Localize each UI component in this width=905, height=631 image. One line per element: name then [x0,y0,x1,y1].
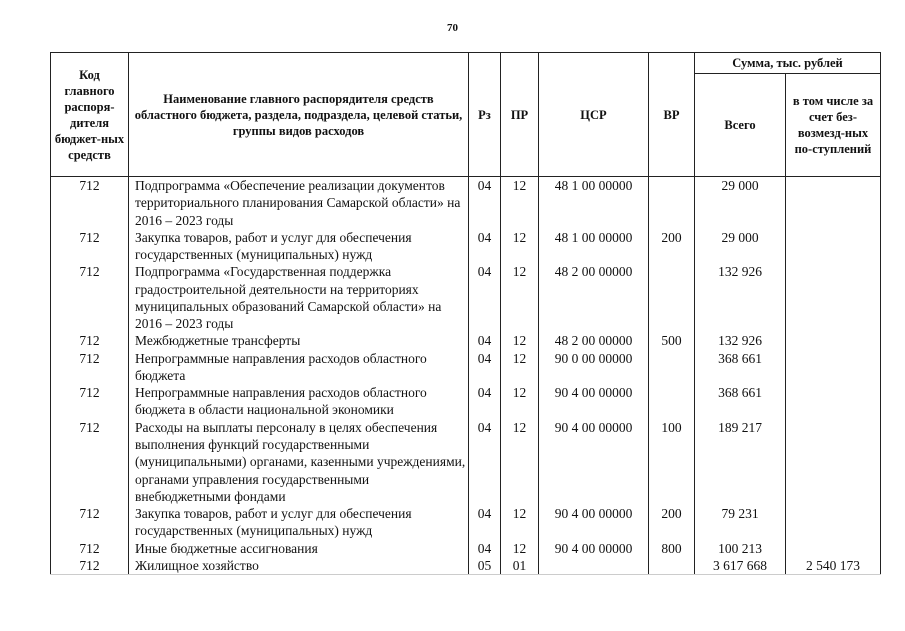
row-name: Подпрограмма «Обеспечение реализации документов территориального планирования Самарской области» на 2016 – 2023 годы [129,177,469,229]
row-name: Закупка товаров, работ и услуг для обеспечения государственных (муниципальных) нужд [129,505,469,540]
row-incl [786,263,881,332]
row-incl [786,384,881,419]
row-vr: 500 [649,332,695,349]
row-total: 29 000 [695,229,786,264]
row-total: 3 617 668 [695,557,786,575]
row-csr: 48 2 00 00000 [539,263,649,332]
header-sum: Сумма, тыс. рублей [695,53,881,74]
row-incl [786,332,881,349]
row-code: 712 [51,229,129,264]
row-total: 79 231 [695,505,786,540]
row-pr: 12 [501,177,539,229]
row-name: Непрограммные направления расходов областного бюджета в области национальной экономики [129,384,469,419]
row-csr: 48 1 00 00000 [539,229,649,264]
header-incl: в том числе за счет без-возмезд-ных по-ступлений [786,74,881,177]
row-total: 132 926 [695,332,786,349]
row-incl [786,419,881,505]
header-vr: ВР [649,53,695,177]
row-pr: 12 [501,229,539,264]
row-name: Закупка товаров, работ и услуг для обеспечения государственных (муниципальных) нужд [129,229,469,264]
row-rz: 04 [469,177,501,229]
row-csr: 90 4 00 00000 [539,384,649,419]
row-pr: 12 [501,384,539,419]
header-csr: ЦСР [539,53,649,177]
row-incl [786,229,881,264]
row-code: 712 [51,350,129,385]
row-csr [539,557,649,575]
row-rz: 04 [469,540,501,557]
row-incl [786,350,881,385]
row-vr [649,263,695,332]
row-vr [649,557,695,575]
row-incl [786,540,881,557]
row-csr: 48 2 00 00000 [539,332,649,349]
row-vr: 200 [649,505,695,540]
row-pr: 12 [501,419,539,505]
row-csr: 90 4 00 00000 [539,540,649,557]
row-rz: 05 [469,557,501,575]
row-total: 368 661 [695,350,786,385]
row-total: 132 926 [695,263,786,332]
row-rz: 04 [469,263,501,332]
row-rz: 04 [469,332,501,349]
row-csr: 90 4 00 00000 [539,419,649,505]
row-pr: 01 [501,557,539,575]
row-rz: 04 [469,505,501,540]
table-row [51,177,881,229]
header-name: Наименование главного распорядителя средств областного бюджета, раздела, подраздела, целевой статьи, группы видов расходов [129,53,469,177]
row-total: 189 217 [695,419,786,505]
row-vr [649,384,695,419]
row-pr: 12 [501,263,539,332]
row-pr: 12 [501,540,539,557]
row-code: 712 [51,419,129,505]
row-incl: 2 540 173 [786,557,881,575]
row-incl [786,505,881,540]
table-row [51,229,881,264]
table-row [51,350,881,385]
table-row [51,384,881,419]
row-total: 368 661 [695,384,786,419]
row-rz: 04 [469,384,501,419]
row-vr [649,350,695,385]
row-pr: 12 [501,350,539,385]
row-name: Иные бюджетные ассигнования [129,540,469,557]
page-number: 70 [447,22,458,34]
row-vr [649,177,695,229]
row-code: 712 [51,263,129,332]
row-name: Подпрограмма «Государственная поддержка градостроительной деятельности на территориях муниципальных образований Самарской области» на 2016 – 2023 годы [129,263,469,332]
row-code: 712 [51,177,129,229]
row-csr: 48 1 00 00000 [539,177,649,229]
row-total: 100 213 [695,540,786,557]
row-name: Жилищное хозяйство [129,557,469,575]
table-row [51,505,881,540]
table-row [51,263,881,332]
row-rz: 04 [469,350,501,385]
row-pr: 12 [501,332,539,349]
row-vr: 100 [649,419,695,505]
header-code: Код главного распоря-дителя бюджет-ных средств [51,53,129,177]
row-rz: 04 [469,229,501,264]
row-incl [786,177,881,229]
table-row [51,557,881,575]
row-csr: 90 0 00 00000 [539,350,649,385]
row-code: 712 [51,384,129,419]
table-row [51,419,881,505]
row-rz: 04 [469,419,501,505]
row-total: 29 000 [695,177,786,229]
header-rz: Рз [469,53,501,177]
table-row [51,332,881,349]
header-total: Всего [695,74,786,177]
row-vr: 800 [649,540,695,557]
row-name: Расходы на выплаты персоналу в целях обеспечения выполнения функций государственными (муниципальными) органами, казенными учреждениями, органами управления государственными внебюджетными фондами [129,419,469,505]
row-csr: 90 4 00 00000 [539,505,649,540]
row-code: 712 [51,332,129,349]
row-name: Межбюджетные трансферты [129,332,469,349]
header-pr: ПР [501,53,539,177]
row-code: 712 [51,540,129,557]
row-name: Непрограммные направления расходов областного бюджета [129,350,469,385]
row-code: 712 [51,557,129,575]
table-row [51,540,881,557]
row-vr: 200 [649,229,695,264]
budget-table [50,52,881,575]
row-code: 712 [51,505,129,540]
row-pr: 12 [501,505,539,540]
